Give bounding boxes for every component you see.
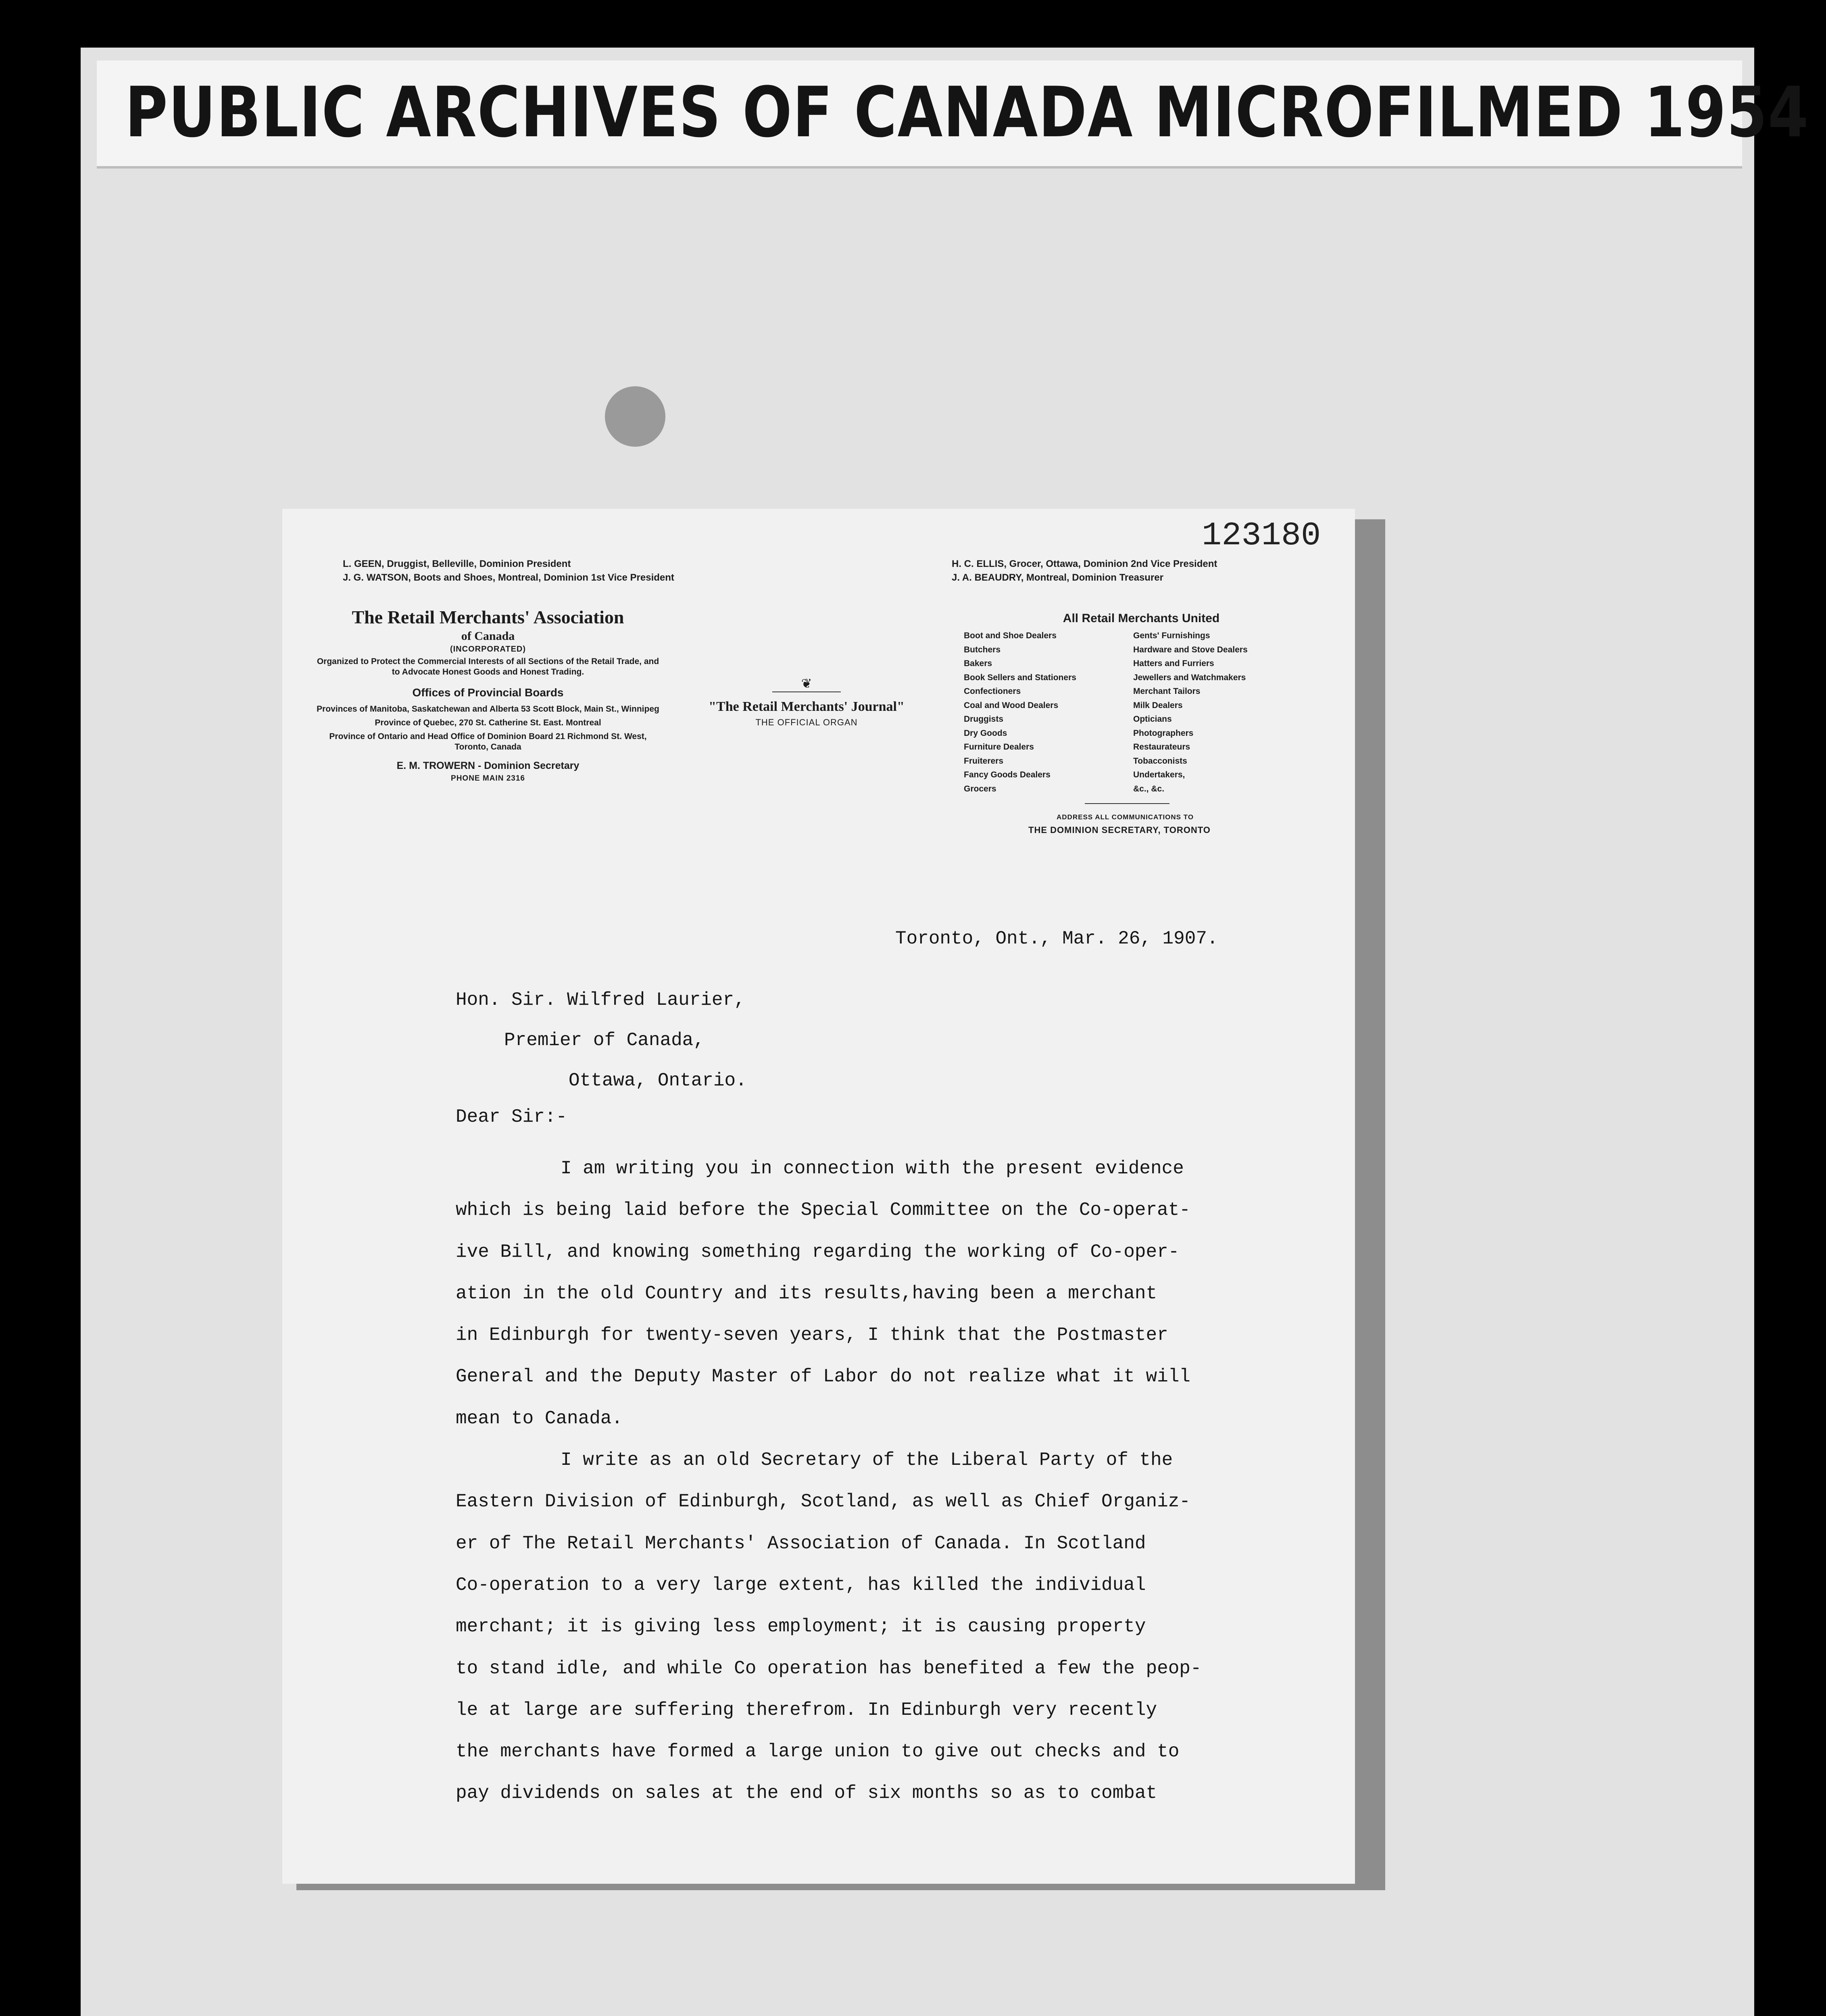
addressee-line: Ottawa, Ontario.	[569, 1070, 747, 1091]
body-line: I write as an old Secretary of the Liberal Party of the	[561, 1450, 1173, 1471]
body-line: I am writing you in connection with the present evidence	[561, 1158, 1184, 1179]
journal-subtitle: THE OFFICIAL ORGAN	[755, 717, 858, 727]
trade-item: Hardware and Stove Dealers	[1133, 645, 1248, 654]
officers-right	[952, 557, 1217, 585]
trade-item: Druggists	[964, 714, 1004, 724]
trade-item: Gents' Furnishings	[1133, 631, 1210, 640]
document-number: 123180	[1202, 517, 1321, 554]
trade-item: Undertakers,	[1133, 770, 1185, 779]
trade-item: Confectioners	[964, 687, 1021, 696]
trade-item: Boot and Shoe Dealers	[964, 631, 1057, 640]
trade-item: Coal and Wood Dealers	[964, 700, 1059, 710]
address-note: ADDRESS ALL COMMUNICATIONS TO	[1057, 813, 1194, 821]
trades-rule	[1085, 803, 1169, 804]
body-line: merchant; it is giving less employment; it is causing property	[456, 1616, 1146, 1637]
ornament-rule	[772, 691, 841, 692]
trade-item: Milk Dealers	[1133, 700, 1183, 710]
trade-item: Opticians	[1133, 714, 1172, 724]
office-address: Provinces of Manitoba, Saskatchewan and Alberta 53 Scott Block, Main St., Winnipeg	[317, 704, 659, 714]
punch-hole-mark	[605, 386, 665, 447]
body-line: in Edinburgh for twenty-seven years, I think that the Postmaster	[456, 1325, 1168, 1346]
address-to: THE DOMINION SECRETARY, TORONTO	[1028, 825, 1211, 835]
trade-item: Butchers	[964, 645, 1001, 654]
trades-column-right	[1133, 629, 1248, 796]
trade-item: Merchant Tailors	[1133, 687, 1201, 696]
officers-left	[343, 557, 674, 585]
trades-title: All Retail Merchants United	[1063, 612, 1220, 625]
trade-item: Book Sellers and Stationers	[964, 673, 1076, 682]
office-address: Province of Quebec, 270 St. Catherine St. East. Montreal	[375, 718, 601, 727]
trades-columns	[964, 629, 1327, 796]
archive-banner	[97, 60, 1809, 169]
addressee-line: Premier of Canada,	[504, 1030, 705, 1051]
phone-number: PHONE MAIN 2316	[451, 774, 525, 783]
offices-title: Offices of Provincial Boards	[412, 686, 564, 699]
trade-item: Tobacconists	[1133, 756, 1187, 766]
body-line: er of The Retail Merchants' Association of Canada. In Scotland	[456, 1533, 1146, 1554]
body-line: the merchants have formed a large union to give out checks and to	[456, 1741, 1180, 1762]
trade-item: Hatters and Furriers	[1133, 659, 1214, 668]
trade-item: Fruiterers	[964, 756, 1004, 766]
addressee-block	[456, 989, 747, 1110]
journal-title: "The Retail Merchants' Journal"	[709, 699, 905, 714]
officer-line: J. A. BEAUDRY, Montreal, Dominion Treasurer	[952, 572, 1163, 583]
addressee-line: Hon. Sir. Wilfred Laurier,	[456, 989, 745, 1010]
trade-item: Restaurateurs	[1133, 742, 1190, 752]
trades-column-left	[964, 629, 1133, 796]
association-block	[315, 606, 661, 785]
body-line: to stand idle, and while Co operation has benefited a few the peop-	[456, 1658, 1202, 1679]
body-line: mean to Canada.	[456, 1408, 623, 1429]
journal-block	[706, 676, 907, 729]
association-of: of Canada	[461, 629, 515, 643]
body-line: Eastern Division of Edinburgh, Scotland, as well as Chief Organiz-	[456, 1491, 1190, 1512]
trade-item: &c., &c.	[1133, 784, 1165, 793]
trade-item: Photographers	[1133, 728, 1194, 738]
office-address: Province of Ontario and Head Office of Dominion Board 21 Richmond St. West, Toronto, Canada	[329, 732, 647, 752]
trades-block	[964, 610, 1327, 837]
body-line: pay dividends on sales at the end of six months so as to combat	[456, 1783, 1157, 1804]
association-incorporated: (INCORPORATED)	[450, 645, 526, 654]
archive-banner-text: PUBLIC ARCHIVES OF CANADA MICROFILMED 1954	[125, 72, 1809, 153]
body-line: ive Bill, and knowing something regarding the working of Co-oper-	[456, 1241, 1180, 1262]
letter-body	[456, 1148, 1319, 1814]
trade-item: Dry Goods	[964, 728, 1007, 738]
ornament-icon: ❦	[801, 676, 812, 691]
association-name: The Retail Merchants' Association	[352, 607, 624, 627]
trade-item: Furniture Dealers	[964, 742, 1034, 752]
trade-item: Bakers	[964, 659, 992, 668]
body-line: Co-operation to a very large extent, has killed the individual	[456, 1574, 1146, 1595]
officer-line: L. GEEN, Druggist, Belleville, Dominion President	[343, 558, 571, 569]
body-line: General and the Deputy Master of Labor do not realize what it will	[456, 1366, 1190, 1387]
officer-line: H. C. ELLIS, Grocer, Ottawa, Dominion 2nd Vice President	[952, 558, 1217, 569]
body-line: ation in the old Country and its results,having been a merchant	[456, 1283, 1157, 1304]
body-line: le at large are suffering therefrom. In Edinburgh very recently	[456, 1699, 1157, 1720]
officer-line: J. G. WATSON, Boots and Shoes, Montreal, Dominion 1st Vice President	[343, 572, 674, 583]
association-mission: Organized to Protect the Commercial Interests of all Sections of the Retail Trade, and to Advocate Honest Goods and Honest Trading.	[317, 657, 659, 677]
letter-date: Toronto, Ont., Mar. 26, 1907.	[895, 928, 1218, 949]
trade-item: Fancy Goods Dealers	[964, 770, 1051, 779]
trade-item: Jewellers and Watchmakers	[1133, 673, 1246, 682]
trade-item: Grocers	[964, 784, 996, 793]
dominion-secretary: E. M. TROWERN - Dominion Secretary	[396, 760, 579, 771]
letter-sheet	[282, 509, 1355, 1884]
body-line: which is being laid before the Special Committee on the Co-operat-	[456, 1200, 1190, 1221]
salutation: Dear Sir:-	[456, 1106, 567, 1127]
